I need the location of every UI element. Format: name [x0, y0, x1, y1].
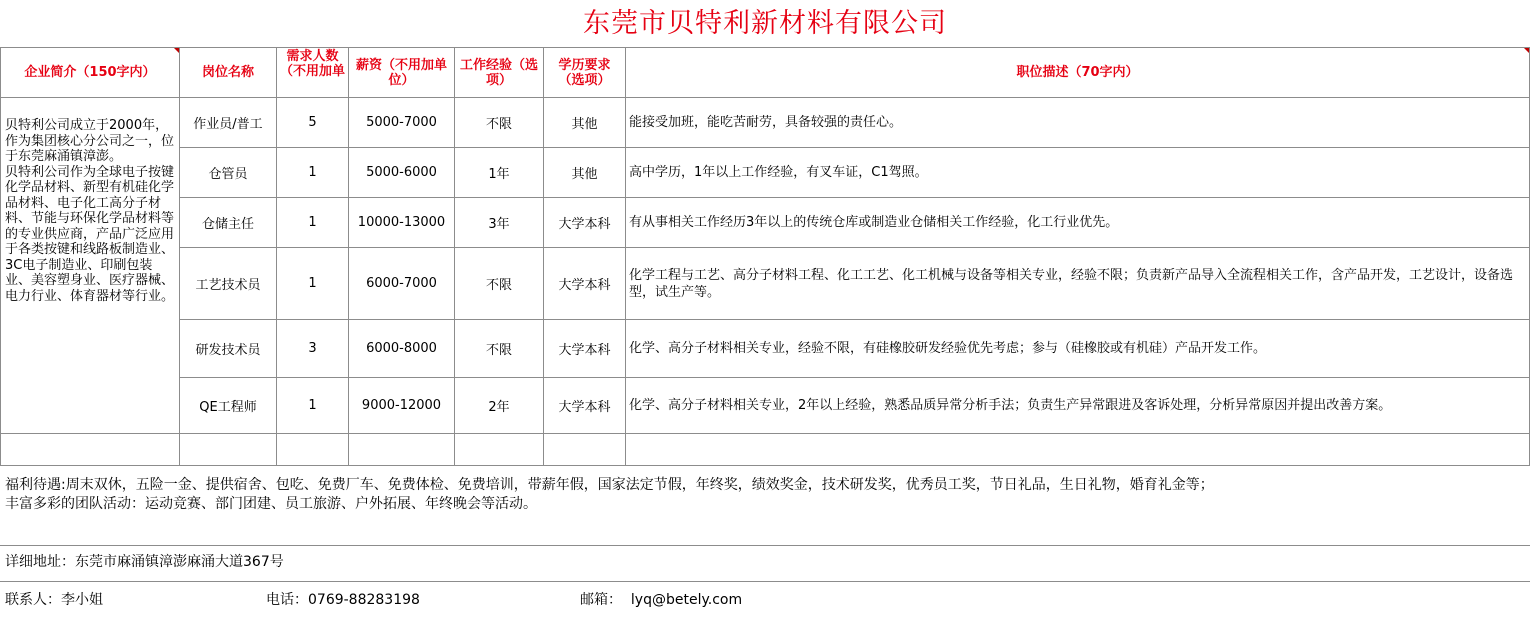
activities-text: 丰富多彩的团队活动：运动竞赛、部门团建、员工旅游、户外拓展、年终晚会等活动。	[5, 496, 537, 512]
job-education: 大学本科	[544, 378, 626, 434]
table-row	[1, 248, 1530, 320]
header-row	[1, 48, 1530, 98]
table-row	[1, 198, 1530, 248]
job-position: 仓储主任	[180, 198, 277, 248]
job-count: 1	[277, 198, 349, 248]
divider	[0, 581, 1530, 582]
job-education: 其他	[544, 148, 626, 198]
job-description: 高中学历，1年以上工作经验，有叉车证，C1驾照。	[626, 148, 1530, 198]
divider	[0, 545, 1530, 546]
job-description: 化学、高分子材料相关专业，经验不限，有硅橡胶研发经验优先考虑；参与（硅橡胶或有机硅）产品开发工作。	[626, 320, 1530, 378]
job-experience: 不限	[455, 320, 544, 378]
job-table	[0, 47, 1530, 466]
job-count: 1	[277, 248, 349, 320]
job-experience: 1年	[455, 148, 544, 198]
company-intro	[1, 98, 180, 434]
table-row	[1, 148, 1530, 198]
job-description: 化学工程与工艺、高分子材料工程、化工工艺、化工机械与设备等相关专业，经验不限；负责新产品导入全流程相关工作，含产品开发，工艺设计，设备选型，试生产等。	[626, 248, 1530, 320]
contact-email[interactable]: 邮箱： lyq@betely.com	[580, 592, 743, 608]
contact-person: 联系人：李小姐	[5, 592, 103, 608]
job-experience: 3年	[455, 198, 544, 248]
job-position: 仓管员	[180, 148, 277, 198]
job-education: 大学本科	[544, 248, 626, 320]
job-position: QE工程师	[180, 378, 277, 434]
header-education: 学历要求（选项）	[544, 48, 626, 98]
header-intro: 企业简介（150字内）	[1, 48, 180, 98]
job-education: 大学本科	[544, 320, 626, 378]
job-experience: 不限	[455, 248, 544, 320]
company-title: 东莞市贝特利新材料有限公司	[583, 8, 947, 39]
contact-phone: 电话：0769-88283198	[266, 592, 420, 608]
job-description: 能接受加班，能吃苦耐劳，具备较强的责任心。	[626, 98, 1530, 148]
job-description: 有从事相关工作经历3年以上的传统仓库或制造业仓储相关工作经验，化工行业优先。	[626, 198, 1530, 248]
header-count: 需求人数（不用加单	[277, 48, 349, 98]
header-experience: 工作经验（选项）	[455, 48, 544, 98]
job-count: 5	[277, 98, 349, 148]
company-intro-text	[5, 118, 174, 304]
job-count: 1	[277, 148, 349, 198]
job-education: 大学本科	[544, 198, 626, 248]
job-experience: 不限	[455, 98, 544, 148]
empty-row	[1, 434, 1530, 466]
table-row	[1, 98, 1530, 148]
job-salary: 6000-8000	[349, 320, 455, 378]
job-salary: 5000-6000	[349, 148, 455, 198]
job-education: 其他	[544, 98, 626, 148]
table-row	[1, 378, 1530, 434]
job-count: 1	[277, 378, 349, 434]
job-position: 作业员/普工	[180, 98, 277, 148]
company-intro-paragraph: 贝特利公司作为全球电子按键化学品材料、新型有机硅化学品材料、电子化工高分子材料、节能与环保化学品材料等的专业供应商，产品广泛应用于各类按键和线路板制造业、3C电子制造业、印刷包装业、美容塑身业、医疗器械、电力行业、体育器材等行业。	[5, 164, 175, 304]
benefits-section	[0, 476, 1530, 514]
job-salary: 6000-7000	[349, 248, 455, 320]
job-position: 研发技术员	[180, 320, 277, 378]
job-salary: 10000-13000	[349, 198, 455, 248]
job-salary: 5000-7000	[349, 98, 455, 148]
benefits-text: 福利待遇:周末双休，五险一金、提供宿舍、包吃、免费厂车、免费体检、免费培训，带薪年假，国家法定节假，年终奖，绩效奖金，技术研发奖，优秀员工奖，节日礼品，生日礼物，婚育礼金等；	[5, 477, 1214, 493]
table-row	[1, 320, 1530, 378]
job-description: 化学、高分子材料相关专业，2年以上经验，熟悉品质异常分析手法；负责生产异常跟进及客诉处理，分析异常原因并提出改善方案。	[626, 378, 1530, 434]
job-salary: 9000-12000	[349, 378, 455, 434]
job-experience: 2年	[455, 378, 544, 434]
address-text: 详细地址：东莞市麻涌镇漳澎麻涌大道367号	[5, 554, 284, 570]
job-count: 3	[277, 320, 349, 378]
header-position: 岗位名称	[180, 48, 277, 98]
header-description: 职位描述（70字内）	[626, 48, 1530, 98]
company-intro-paragraph: 贝特利公司成立于2000年，作为集团核心分公司之一，位于东莞麻涌镇漳澎。	[5, 118, 175, 164]
job-position: 工艺技术员	[180, 248, 277, 320]
header-salary: 薪资（不用加单位）	[349, 48, 455, 98]
